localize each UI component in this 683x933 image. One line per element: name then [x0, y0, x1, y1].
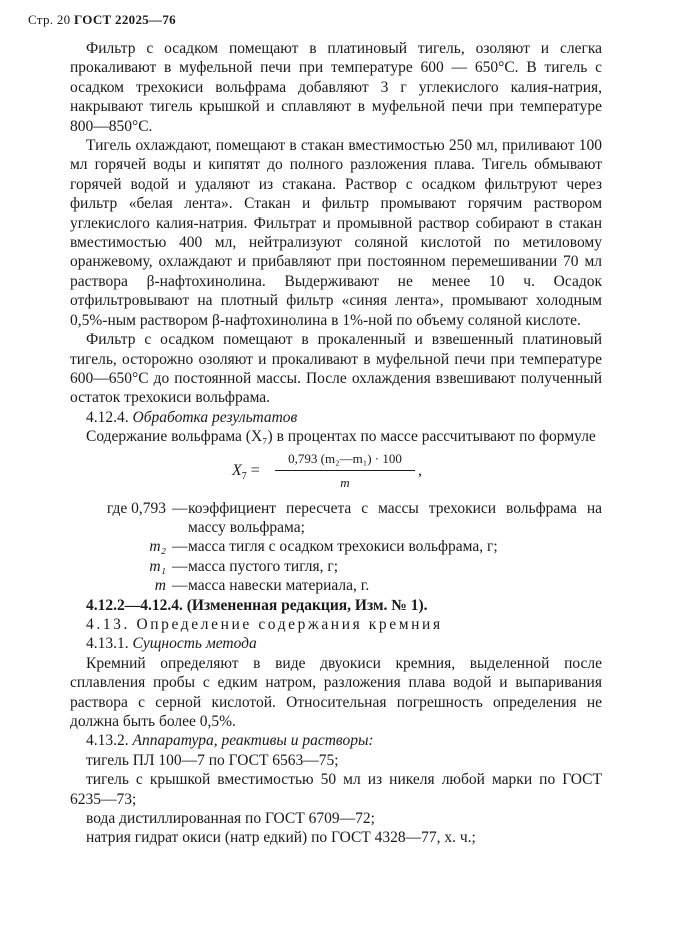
page-number: Стр. 20: [28, 12, 71, 27]
paragraph: Кремний определяют в виде двуокиси кремния, выделенной после сплавления пробы с едким натром, разложения плава водой и выпаривания раствора с серной кислотой. Относительная погрешность определения не должна быть более 0,5%.: [70, 654, 602, 730]
subsection-heading-4-13-2: [70, 731, 602, 750]
legend-text: масса тигля с осадком трехокиси вольфрама, г;: [188, 538, 498, 556]
formula-comma: ,: [418, 461, 422, 479]
amendment-note: 4.12.2—4.12.4. (Измененная редакция, Изм. № 1).: [86, 596, 428, 614]
formula: [70, 449, 602, 493]
section-number: 4.13.1.: [86, 635, 129, 653]
list-item: вода дистиллированная по ГОСТ 6709—72;: [86, 810, 375, 828]
formula-lhs: $X_7$ =: [232, 461, 260, 482]
section-title: Обработка результатов: [132, 408, 298, 426]
paragraph: Фильтр с осадком помещают в прокаленный и взвешенный платиновый тигель, осторожно озоляют и прокаливают в муфельной печи при температуре 600—650°С до постоянной массы. После охлаждения взвешивают полученный остаток трехокиси вольфрама.: [70, 331, 602, 407]
list-item: тигель с крышкой вместимостью 50 мл из никеля любой марки по ГОСТ 6235—73;: [70, 771, 602, 808]
paragraph: Содержание вольфрама (X₇) в процентах по массе рассчитывают по формуле: [86, 428, 596, 446]
page-header: [28, 12, 176, 28]
subsection-heading-4-13-1: [70, 634, 602, 653]
legend-row: m₁ — масса пустого тигля, г;: [70, 557, 602, 576]
legend-row: где 0,793 — коэффициент пересчета с массы трехокиси вольфрама на массу вольфрама;: [70, 499, 602, 538]
formula-numerator: 0,793 (m₂—m₁) · 100: [275, 449, 415, 471]
legend-symbol: m₂: [149, 538, 166, 556]
formula-legend: [70, 499, 602, 596]
formula-fraction: [275, 449, 415, 493]
section-number: 4.12.4.: [86, 408, 129, 426]
standard-code: ГОСТ 22025—76: [74, 12, 176, 27]
legend-row: m₂ — масса тигля с осадком трехокиси вольфрама, г;: [70, 537, 602, 556]
section-number: 4.13.2.: [86, 732, 129, 750]
document-body: [70, 39, 602, 848]
legend-symbol: m: [154, 577, 166, 595]
formula-denominator: m: [340, 474, 350, 490]
legend-row: m — масса навески материала, г.: [70, 576, 602, 595]
section-heading-4-12-4: [70, 408, 602, 427]
legend-text: коэффициент пересчета с массы трехокиси вольфрама на массу вольфрама;: [188, 499, 602, 536]
section-title: Аппаратура, реактивы и растворы:: [132, 732, 374, 750]
legend-symbol: m₁: [149, 557, 166, 575]
legend-symbol: где 0,793: [106, 499, 166, 517]
paragraph: Фильтр с осадком помещают в платиновый тигель, озоляют и слегка прокаливают в муфельной печи при температуре 600 — 650°С. В тигель с осадком трехокиси вольфрама добавляют 3 г углекислого калия-натрия, накрывают тигель крышкой и сплавляют в муфельной печи при температуре 800—850°С.: [70, 40, 602, 135]
legend-text: масса пустого тигля, г;: [188, 557, 339, 575]
paragraph: Тигель охлаждают, помещают в стакан вместимостью 250 мл, приливают 100 мл горячей воды и кипятят до полного разложения плава. Тигель обмывают горячей водой и удаляют из стакана. Раствор с осадком фильтруют через фильтр «белая лента». Стакан и фильтр промывают горячим раствором углекислого калия-натрия. Фильтрат и промывной раствор собирают в стакан вместимостью 400 мл, нейтрализуют соляной кислотой по метиловому оранжевому, охлаждают и прибавляют при постоянном перемешивании 70 мл раствора β-нафтохинолина. Выдерживают не менее 10 ч. Осадок отфильтровывают на плотный фильтр «синяя лента», промывают холодным 0,5%-ным раствором β-нафтохинолина в 1%-ной по объему соляной кислоте.: [70, 137, 602, 329]
list-item: натрия гидрат окиси (натр едкий) по ГОСТ 4328—77, х. ч.;: [86, 829, 476, 847]
legend-text: масса навески материала, г.: [188, 577, 370, 595]
section-heading-4-13: 4.13. Определение содержания кремния: [86, 615, 443, 633]
list-item: тигель ПЛ 100—7 по ГОСТ 6563—75;: [86, 751, 339, 769]
section-title: Сущность метода: [132, 635, 257, 653]
